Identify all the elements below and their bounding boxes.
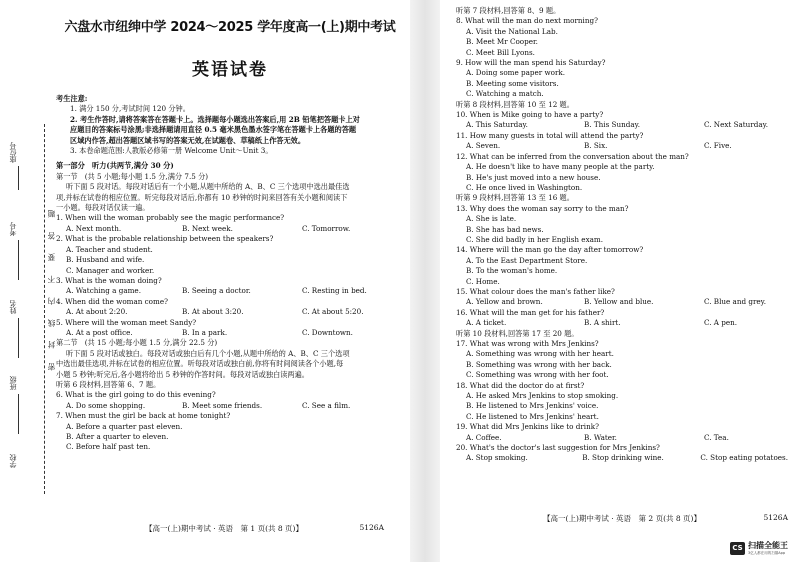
answer-option: A. A ticket. [466,318,507,328]
binding-label-exam-no: 考号 [9,222,17,236]
section-text: 小题 5 秒钟;听完后,各小题将给出 5 秒钟的作答时间。每段对话或独白读两遍。 [56,369,309,379]
answer-option: B. Seeing a doctor. [182,286,251,296]
question-stem: 18. What did the doctor do at first? [456,380,585,390]
option-row [456,453,788,463]
section-text: 中选出最佳选项,并标在试卷的相应位置。听每段对话或独白前,你将有时间阅读各个小题,每 [56,359,344,369]
question-stem: 11. How many guests in total will attend the party? [456,130,644,140]
binding-margin [8,124,58,494]
name-blank [18,318,19,358]
page-2-paper-code: 5126A [763,513,788,522]
answer-option: A. Visit the National Lab. [466,26,558,36]
page-1 [4,14,396,534]
answer-option: C. At about 5:20. [302,307,364,317]
answer-option: A. Doing some paper work. [466,68,566,78]
answer-option: B. To the woman's home. [466,266,558,276]
question-stem: 6. What is the girl going to do this evening? [56,390,216,400]
notice-line: 3. 本卷命题范围:人教版必修第一册 Welcome Unit～Unit 3。 [70,146,273,156]
section-text: 项,并标在试卷的相应位置。听完每段对话后,你都有 10 秒钟的时间来回答有关小题和阅读下 [56,192,348,202]
answer-option: B. In a park. [182,327,228,337]
answer-option: A. Something was wrong with her heart. [466,349,614,359]
answer-option: C. He listened to Mrs Jenkins' heart. [466,411,599,421]
answer-option: C. Tomorrow. [302,223,351,233]
section-text: 第一部分 听力(共两节,满分 30 分) [56,161,174,171]
notice-line: 区域内作答,超出答题区域书写的答案无效,在试题卷、草稿纸上作答无效。 [70,135,306,145]
camscanner-logo-icon: CS [730,542,745,555]
answer-option: C. Before half past ten. [66,442,151,452]
question-stem: 7. When must the girl be back at home tonight? [56,411,231,421]
answer-option: B. A shirt. [584,318,621,328]
page-2-footer [456,513,788,524]
notice-heading: 考生注意: [56,94,88,103]
question-stem: 16. What will the man get for his father? [456,307,605,317]
answer-option: B. She has bad news. [466,224,544,234]
answer-option: C. Manager and worker. [66,265,155,275]
answer-option: C. Tea. [704,432,729,442]
answer-option: B. Stop drinking wine. [582,453,664,463]
question-stem: 13. Why does the woman say sorry to the man? [456,203,629,213]
seal-warning-text: 密 封 线 内 不 要 答 题 [47,204,56,371]
question-stem: 9. How will the man spend his Saturday? [456,58,606,68]
page-2 [456,6,788,534]
answer-option: B. This Sunday. [584,120,641,130]
answer-option: C. Something was wrong with her foot. [466,370,609,380]
answer-option: C. Downtown. [302,327,353,337]
question-stem: 8. What will the man do next morning? [456,16,598,26]
answer-option: C. Resting in bed. [302,286,367,296]
answer-option: A. Do some shopping. [66,400,146,410]
answer-option: C. Home. [466,276,500,286]
section-text: 第一节 (共 5 小题;每小题 1.5 分,满分 7.5 分) [56,171,209,181]
answer-option: C. Next Saturday. [704,120,769,130]
answer-option: B. After a quarter to eleven. [66,432,169,441]
binding-label-seat: 座位号 [9,142,17,163]
answer-option: B. At about 3:20. [182,307,244,317]
option-row [456,433,788,443]
answer-option: B. He's just moved into a new house. [466,172,601,182]
answer-option: C. See a film. [302,400,351,410]
answer-option: A. At a post office. [66,327,133,337]
question-stem: 3. What is the woman doing? [56,275,162,285]
answer-option: C. Blue and grey. [704,297,767,307]
section-text: 听第 10 段材料,回答第 17 至 20 题。 [456,328,579,338]
section-text: 第二节 (共 15 小题;每小题 1.5 分,满分 22.5 分) [56,338,218,348]
answer-option: B. Water. [584,432,617,442]
binding-label-school: 学校 [9,454,17,468]
page-2-footer-label: 【高一(上)期中考试 · 英语 第 2 页(共 8 页)】 [543,514,701,523]
answer-option: B. Something was wrong with her back. [466,359,612,369]
notice-line: 应题目的答案标号涂黑;非选择题请用直径 0.5 毫米黑色墨水签字笔在答题卡上各题的答题 [70,125,357,135]
question-stem: 10. When is Mike going to have a party? [456,110,604,120]
option-row [56,224,404,234]
answer-option: C. Five. [704,141,732,151]
notice-line: 2. 考生作答时,请将答案答在答题卡上。选择题每小题选出答案后,用 2B 铅笔把答题卡上对 [70,114,360,124]
answer-option: A. Coffee. [466,432,502,442]
answer-option: A. To the East Department Store. [466,255,588,265]
binding-label-class: 班级 [9,376,17,390]
page-1-footer-label: 【高一(上)期中考试 · 英语 第 1 页(共 8 页)】 [145,524,303,533]
question-stem: 2. What is the probable relationship between the speakers? [56,234,274,244]
answer-option: A. Before a quarter past eleven. [66,421,183,431]
question-stem: 20. What's the doctor's last suggestion for Mrs Jenkins? [456,443,660,453]
class-blank [18,394,19,434]
watermark-app-name: 扫描全能王 [748,541,788,550]
section-text: 听第 8 段材料,回答第 10 至 12 题。 [456,99,574,109]
exam-title: 六盘水市纽绅中学 2024～2025 学年度高一(上)期中考试 [64,20,396,35]
option-row [56,307,404,317]
answer-option: A. He doesn't like to have many people at the party. [466,162,655,172]
page-1-paper-code: 5126A [359,523,384,532]
listening-section-1 [56,161,404,452]
notice-line: 1. 满分 150 分,考试时间 120 分钟。 [70,104,190,114]
question-stem: 15. What colour does the man's father like? [456,286,615,296]
answer-option: C. A pen. [704,318,738,328]
answer-option: A. Stop smoking. [466,453,528,463]
option-row [456,297,788,307]
option-row [56,328,404,338]
section-text: 听第 6 段材料,回答第 6、7 题。 [56,379,161,389]
question-stem: 5. Where will the woman meet Sandy? [56,317,197,327]
section-text: 听下面 5 段对话或独白。每段对话或独白后有几个小题,从题中所给的 A、B、C 三个选项 [66,348,350,358]
page-1-content [56,14,404,453]
option-row [456,318,788,328]
seat-blank [18,166,19,190]
option-row [56,286,404,296]
listening-section-2 [456,6,788,464]
answer-option: A. At about 2:20. [66,307,128,317]
answer-option: B. Meet some friends. [182,400,263,410]
answer-option: B. Meet Mr Cooper. [466,37,538,47]
page-1-footer [56,523,392,534]
answer-option: A. She is late. [466,214,517,224]
answer-option: A. Seven. [466,141,501,151]
question-stem: 19. What did Mrs Jenkins like to drink? [456,422,599,432]
page-fold [410,0,440,562]
section-text: 听下面 5 段对话。每段对话后有一个小题,从题中所给的 A、B、C 三个选项中选出最佳选 [66,182,350,192]
question-stem: 4. When did the woman come? [56,296,168,306]
section-text: 听第 9 段材料,回答第 13 至 16 题。 [456,193,574,203]
section-text: 一小题。每段对话仅读一遍。 [56,203,150,213]
section-text: 听第 7 段材料,回答第 8、9 题。 [456,6,561,15]
answer-option: C. He once lived in Washington. [466,182,583,192]
scanner-watermark [730,540,788,556]
answer-option: A. Next month. [66,223,122,233]
option-row [456,141,788,151]
answer-option: A. Teacher and student. [66,244,153,254]
question-stem: 12. What can be inferred from the conversation about the man? [456,151,689,161]
answer-option: C. Stop eating potatoes. [700,453,788,463]
answer-option: A. He asked Mrs Jenkins to stop smoking. [466,391,619,401]
answer-option: A. This Saturday. [466,120,528,130]
answer-option: C. Watching a match. [466,89,544,99]
answer-option: B. Yellow and blue. [584,297,654,307]
exam-subtitle: 英语试卷 [192,60,268,80]
option-row [456,120,788,130]
answer-option: C. Meet Bill Lyons. [466,47,535,57]
question-stem: 17. What was wrong with Mrs Jenkins? [456,339,599,348]
answer-option: B. Meeting some visitors. [466,78,559,88]
answer-option: A. Yellow and brown. [466,297,543,307]
seal-line [44,124,45,494]
question-stem: 14. Where will the man go the day after tomorrow? [456,245,644,255]
answer-option: B. He listened to Mrs Jenkins' voice. [466,401,599,411]
answer-option: B. Next week. [182,223,233,233]
option-row [56,401,404,411]
binding-label-name: 姓名 [9,300,17,314]
answer-option: B. Six. [584,141,608,151]
notice-list [56,104,404,156]
answer-option: C. She did badly in her English exam. [466,234,604,244]
question-stem: 1. When will the woman probably see the magic performance? [56,213,285,223]
watermark-tagline: 3亿人都在用的扫描App [748,551,786,555]
answer-option: A. Watching a game. [66,286,141,296]
exam-no-blank [18,240,19,280]
answer-option: B. Husband and wife. [66,255,145,265]
